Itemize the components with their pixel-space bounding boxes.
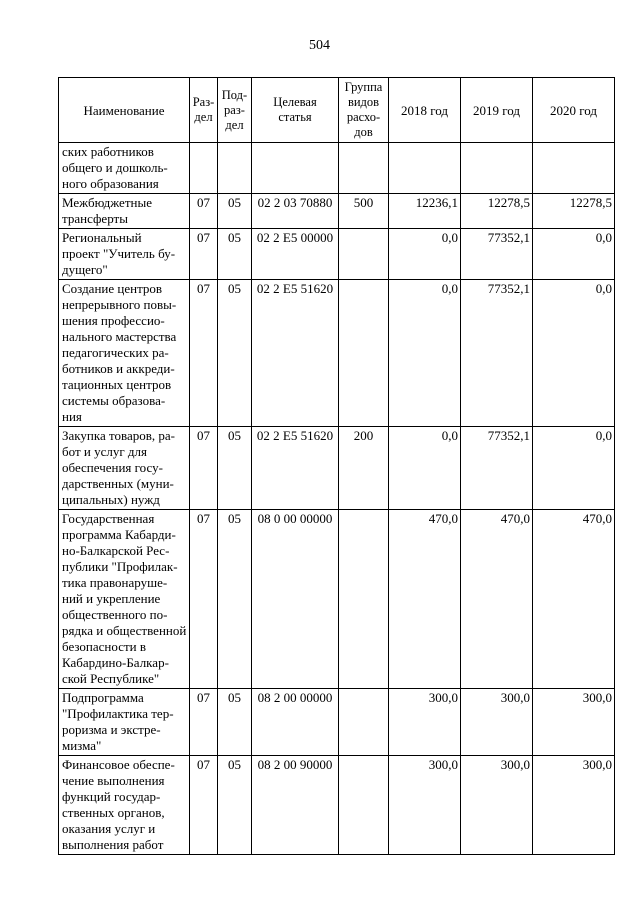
row-value-2020: 0,0 bbox=[533, 427, 615, 510]
row-name-line: системы образова- bbox=[62, 393, 166, 408]
table-row bbox=[59, 427, 615, 510]
row-value-2019: 77352,1 bbox=[461, 229, 533, 280]
header-subsection-line: дел bbox=[225, 117, 244, 132]
row-value-2018: 0,0 bbox=[389, 280, 461, 427]
header-2019: 2019 год bbox=[461, 78, 533, 143]
header-subsection bbox=[218, 78, 252, 143]
row-value-2018: 0,0 bbox=[389, 229, 461, 280]
row-name-line: Региональный bbox=[62, 230, 142, 245]
row-value-2019: 77352,1 bbox=[461, 427, 533, 510]
row-name-line: ния bbox=[62, 409, 82, 424]
header-target-line: Целевая bbox=[273, 95, 317, 109]
row-name-line: функций государ- bbox=[62, 789, 161, 804]
row-value-2018: 12236,1 bbox=[389, 194, 461, 229]
row-name-line: нального мастерства bbox=[62, 329, 177, 344]
row-name-line: Межбюджетные bbox=[62, 195, 152, 210]
row-subsection: 05 bbox=[218, 510, 252, 689]
header-section-line: Раз- bbox=[192, 95, 215, 109]
row-group bbox=[339, 229, 389, 280]
row-subsection: 05 bbox=[218, 756, 252, 855]
row-subsection: 05 bbox=[218, 427, 252, 510]
row-subsection bbox=[218, 143, 252, 194]
row-target: 08 0 00 00000 bbox=[252, 510, 339, 689]
row-target: 08 2 00 00000 bbox=[252, 689, 339, 756]
row-name-line: Кабардино-Балкар- bbox=[62, 655, 169, 670]
row-name-line: Финансовое обеспе- bbox=[62, 757, 175, 772]
row-group bbox=[339, 143, 389, 194]
row-name-line: непрерывного повы- bbox=[62, 297, 177, 312]
header-section bbox=[190, 78, 218, 143]
row-group: 200 bbox=[339, 427, 389, 510]
header-subsection-line: раз- bbox=[224, 102, 245, 117]
row-name-line: Закупка товаров, ра- bbox=[62, 428, 175, 443]
row-name-line: проект "Учитель бу- bbox=[62, 246, 176, 261]
row-value-2020: 0,0 bbox=[533, 229, 615, 280]
row-name-line: мизма" bbox=[62, 738, 102, 753]
row-name-line: дарственных (муни- bbox=[62, 476, 174, 491]
row-name-line: Государственная bbox=[62, 511, 155, 526]
row-value-2020: 470,0 bbox=[533, 510, 615, 689]
row-target: 02 2 E5 00000 bbox=[252, 229, 339, 280]
row-name bbox=[59, 427, 190, 510]
table-row bbox=[59, 510, 615, 689]
row-value-2019: 300,0 bbox=[461, 689, 533, 756]
row-name-line: безопасности в bbox=[62, 639, 147, 654]
row-value-2018: 300,0 bbox=[389, 689, 461, 756]
row-value-2018: 0,0 bbox=[389, 427, 461, 510]
row-group bbox=[339, 510, 389, 689]
row-name-line: обеспечения госу- bbox=[62, 460, 163, 475]
row-section: 07 bbox=[190, 194, 218, 229]
row-value-2018 bbox=[389, 143, 461, 194]
row-value-2019: 300,0 bbox=[461, 756, 533, 855]
row-subsection: 05 bbox=[218, 194, 252, 229]
row-name bbox=[59, 756, 190, 855]
row-target: 02 2 03 70880 bbox=[252, 194, 339, 229]
row-name-line: бот и услуг для bbox=[62, 444, 148, 459]
row-name-line: ципальных) нужд bbox=[62, 492, 160, 507]
row-name-line: ской Республике" bbox=[62, 671, 160, 686]
row-name-line: оказания услуг и bbox=[62, 821, 156, 836]
row-name bbox=[59, 229, 190, 280]
row-name-line: выполнения работ bbox=[62, 837, 164, 852]
row-value-2019: 12278,5 bbox=[461, 194, 533, 229]
row-section: 07 bbox=[190, 756, 218, 855]
row-name-line: общественного по- bbox=[62, 607, 168, 622]
row-name-line: ботников и аккреди- bbox=[62, 361, 175, 376]
row-name bbox=[59, 689, 190, 756]
row-value-2019: 470,0 bbox=[461, 510, 533, 689]
table-row bbox=[59, 229, 615, 280]
table-row bbox=[59, 689, 615, 756]
row-name-line: тационных центров bbox=[62, 377, 172, 392]
row-name-line: общего и дошколь- bbox=[62, 160, 168, 175]
row-section: 07 bbox=[190, 510, 218, 689]
row-name-line: публики "Профилак- bbox=[62, 559, 178, 574]
budget-table bbox=[58, 77, 615, 855]
header-section-line: дел bbox=[194, 110, 213, 124]
row-value-2020: 0,0 bbox=[533, 280, 615, 427]
row-target: 08 2 00 90000 bbox=[252, 756, 339, 855]
row-name-line: шения профессио- bbox=[62, 313, 165, 328]
row-target: 02 2 E5 51620 bbox=[252, 280, 339, 427]
row-name-line: программа Кабарди- bbox=[62, 527, 176, 542]
row-value-2020: 300,0 bbox=[533, 756, 615, 855]
row-value-2018: 300,0 bbox=[389, 756, 461, 855]
header-target bbox=[252, 78, 339, 143]
row-name-line: роризма и экстре- bbox=[62, 722, 161, 737]
page-number: 504 bbox=[309, 38, 330, 53]
row-value-2020: 12278,5 bbox=[533, 194, 615, 229]
row-name-line: рядка и общественной bbox=[62, 623, 187, 638]
row-section: 07 bbox=[190, 689, 218, 756]
row-name-line: чение выполнения bbox=[62, 773, 165, 788]
row-name-line: ственных органов, bbox=[62, 805, 165, 820]
row-subsection: 05 bbox=[218, 280, 252, 427]
row-value-2019 bbox=[461, 143, 533, 194]
row-section: 07 bbox=[190, 427, 218, 510]
row-subsection: 05 bbox=[218, 689, 252, 756]
header-name: Наименование bbox=[59, 78, 190, 143]
row-name-line: Создание центров bbox=[62, 281, 163, 296]
header-group-line: расхо- bbox=[346, 110, 381, 124]
row-value-2020: 300,0 bbox=[533, 689, 615, 756]
table-row bbox=[59, 756, 615, 855]
header-row bbox=[59, 78, 615, 143]
row-name bbox=[59, 280, 190, 427]
table-row bbox=[59, 143, 615, 194]
header-group-line: Группа bbox=[344, 80, 383, 94]
row-target bbox=[252, 143, 339, 194]
table-row bbox=[59, 194, 615, 229]
row-name-line: Подпрограмма bbox=[62, 690, 144, 705]
row-name-line: "Профилактика тер- bbox=[62, 706, 174, 721]
header-group-line: дов bbox=[354, 125, 373, 139]
row-name-line: дущего" bbox=[62, 262, 108, 277]
row-name bbox=[59, 143, 190, 194]
table-row bbox=[59, 280, 615, 427]
row-subsection: 05 bbox=[218, 229, 252, 280]
row-value-2018: 470,0 bbox=[389, 510, 461, 689]
row-name-line: ний и укрепление bbox=[62, 591, 161, 606]
row-name bbox=[59, 194, 190, 229]
row-section: 07 bbox=[190, 280, 218, 427]
row-name-line: тика правонаруше- bbox=[62, 575, 168, 590]
row-value-2019: 77352,1 bbox=[461, 280, 533, 427]
row-group bbox=[339, 756, 389, 855]
row-name-line: трансферты bbox=[62, 211, 128, 226]
header-group-line: видов bbox=[347, 95, 380, 109]
row-value-2020 bbox=[533, 143, 615, 194]
row-name-line: ного образования bbox=[62, 176, 159, 191]
row-name bbox=[59, 510, 190, 689]
header-target-line: статья bbox=[278, 110, 312, 124]
header-subsection-line: Под- bbox=[221, 87, 248, 102]
row-target: 02 2 E5 51620 bbox=[252, 427, 339, 510]
row-group: 500 bbox=[339, 194, 389, 229]
row-section: 07 bbox=[190, 229, 218, 280]
header-group bbox=[339, 78, 389, 143]
row-section bbox=[190, 143, 218, 194]
row-name-line: но-Балкарской Рес- bbox=[62, 543, 170, 558]
header-2018: 2018 год bbox=[389, 78, 461, 143]
row-group bbox=[339, 689, 389, 756]
table-body bbox=[59, 143, 615, 855]
row-name-line: ских работников bbox=[62, 144, 154, 159]
row-name-line: педагогических ра- bbox=[62, 345, 169, 360]
header-2020: 2020 год bbox=[533, 78, 615, 143]
row-group bbox=[339, 280, 389, 427]
